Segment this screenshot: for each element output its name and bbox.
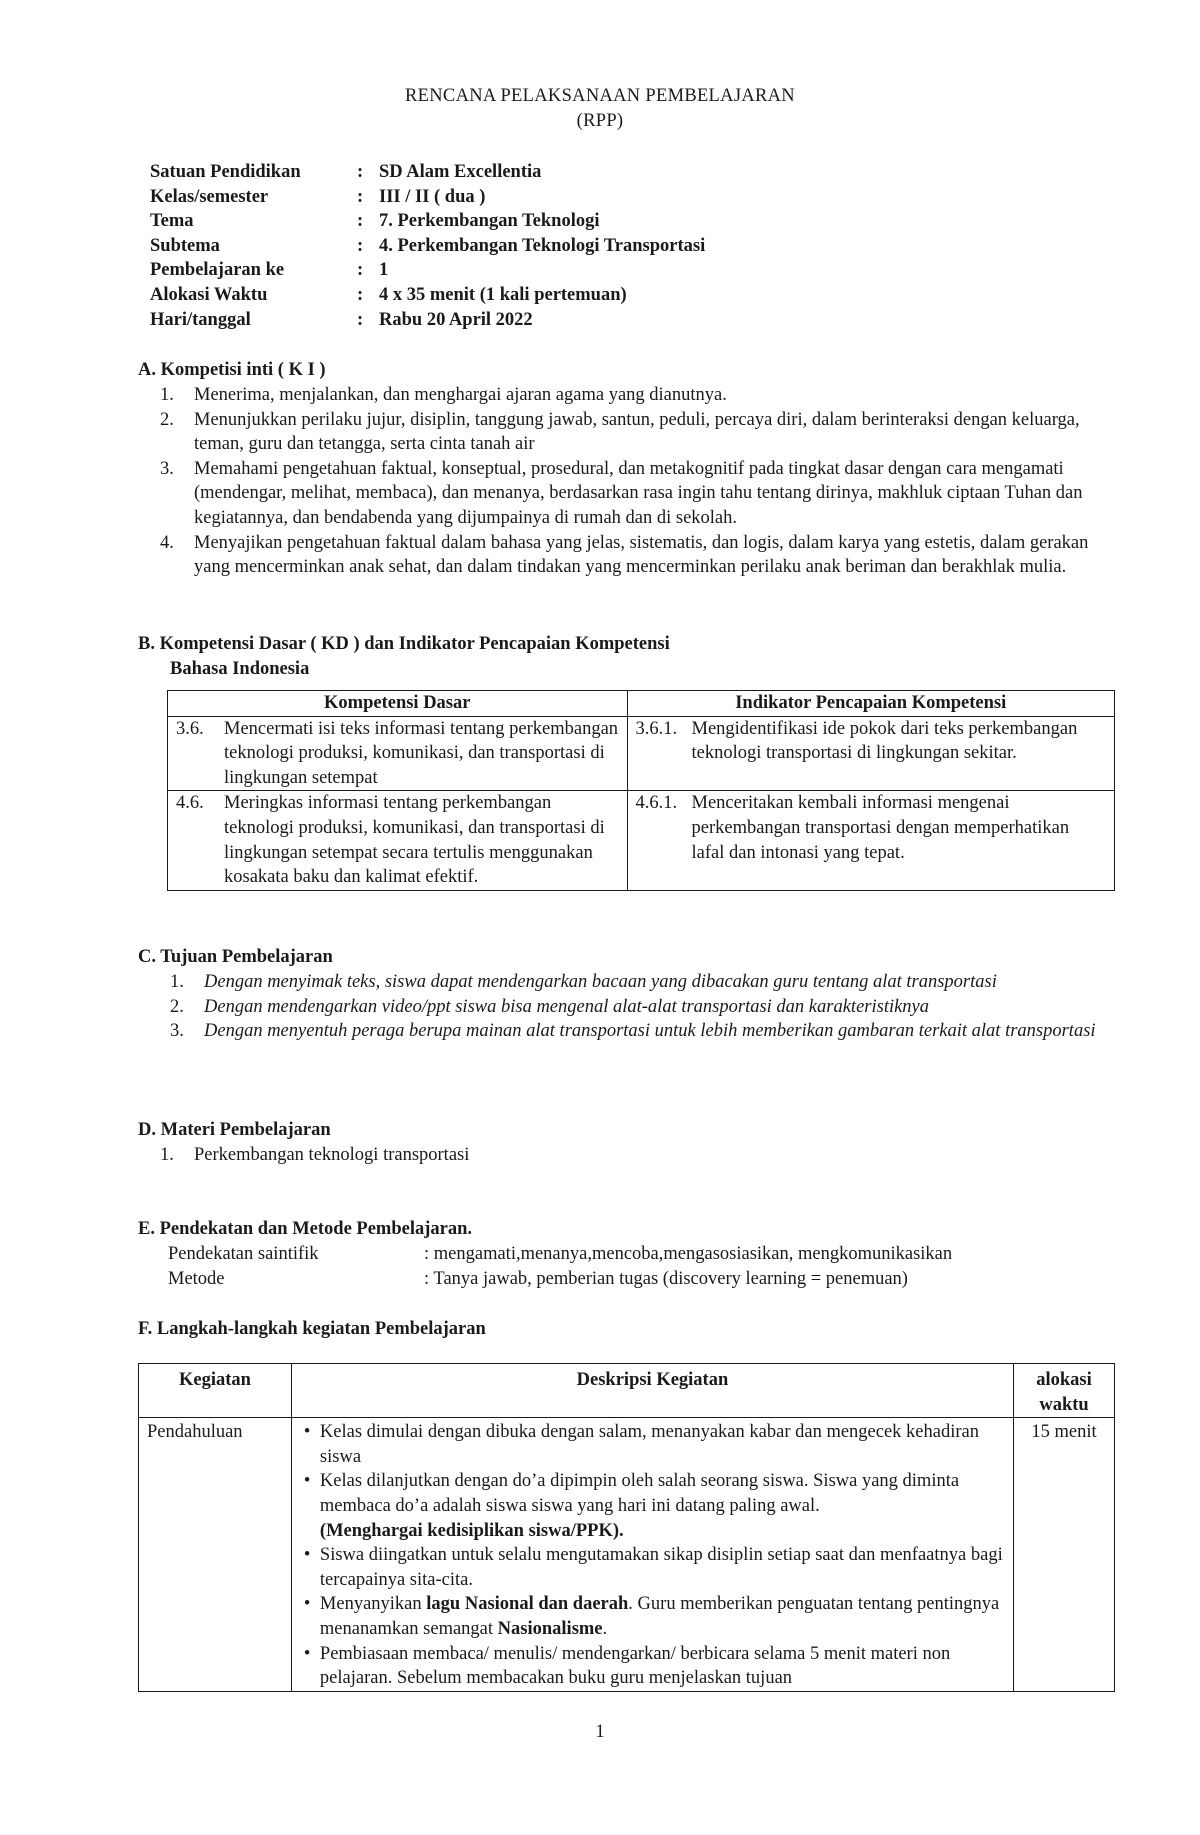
objective-item <box>170 995 1120 1020</box>
ki-item-number: 2. <box>160 409 174 430</box>
bullet-text: . <box>602 1618 608 1639</box>
identity-label: Pembelajaran ke <box>150 260 285 281</box>
ki-item-text: Menyajikan pengetahuan faktual dalam bahasa yang jelas, sistematis, dan logis, dalam karya yang estetis, dalam gerakan yang mencerminkan anak sehat, dan dalam tindakan yang mencerminkan perilaku anak beriman dan berakhlak mulia. <box>194 532 1089 578</box>
identity-label: Subtema <box>150 235 220 256</box>
identity-colon: : <box>357 162 364 182</box>
ipk-cell <box>627 791 1115 890</box>
objective-item-number: 1. <box>170 972 184 992</box>
bullet-text: Siswa diingatkan untuk selalu mengutamakan sikap disiplin setiap saat dan menfaatnya bagi tercapainya sita-cita. <box>319 1545 1003 1590</box>
identity-label: Tema <box>150 211 194 232</box>
kd-header: Kompetensi Dasar <box>168 691 628 717</box>
bullet-icon: • <box>303 1471 311 1492</box>
identity-row <box>150 185 705 210</box>
bullet-icon: • <box>303 1594 311 1615</box>
activity-bullet <box>302 1592 1005 1641</box>
kd-entry <box>176 791 619 889</box>
material-item <box>160 1143 1120 1168</box>
activity-table <box>138 1363 1115 1692</box>
doc-subtitle: (RPP) <box>576 111 624 131</box>
identity-table <box>150 160 705 332</box>
identity-value: SD Alam Excellentia <box>379 162 542 182</box>
method-value: : Tanya jawab, pemberian tugas (discovery learning = penemuan) <box>424 1269 908 1289</box>
doc-title: RENCANA PELAKSANAAN PEMBELAJARAN <box>405 86 795 106</box>
ipk-text: Mengidentifikasi ide pokok dari teks perkembangan teknologi transportasi di lingkungan sekitar. <box>691 718 1078 764</box>
ki-item-text: Menunjukkan perilaku jujur, disiplin, tanggung jawab, santun, peduli, percaya diri, dalam berinteraksi dengan keluarga, teman, guru dan tetangga, serta cinta tanah air <box>194 409 1080 455</box>
section-c-title: C. Tujuan Pembelajaran <box>138 947 333 967</box>
kd-number: 3.6. <box>176 718 204 739</box>
activity-time: 15 menit <box>1014 1418 1115 1692</box>
section-d-list <box>160 1143 1120 1168</box>
identity-value: Rabu 20 April 2022 <box>379 309 533 330</box>
material-item-number: 1. <box>160 1145 174 1165</box>
ki-item-number: 3. <box>160 458 174 479</box>
bullet-text: Kelas dimulai dengan dibuka dengan salam, menanyakan kabar dan mengecek kehadiran siswa <box>319 1422 979 1467</box>
material-item-text: Perkembangan teknologi transportasi <box>194 1145 470 1165</box>
identity-colon: : <box>357 235 364 256</box>
ipk-text: Menceritakan kembali informasi mengenai perkembangan transportasi dengan memperhatikan lafal dan intonasi yang tepat. <box>691 793 1070 863</box>
kd-table-row <box>168 791 1115 890</box>
identity-colon: : <box>357 284 364 305</box>
identity-row <box>150 258 705 283</box>
identity-value: 1 <box>379 260 389 281</box>
objective-item-text: Dengan menyimak teks, siswa dapat mendengarkan bacaan yang dibacakan guru tentang alat transportasi <box>204 972 997 992</box>
section-a-list <box>160 383 1120 580</box>
kd-text: Mencermati isi teks informasi tentang perkembangan teknologi produksi, komunikasi, dan transportasi di lingkungan setempat <box>224 718 619 788</box>
identity-value: 4 x 35 menit (1 kali pertemuan) <box>379 284 627 305</box>
section-b-subject: Bahasa Indonesia <box>170 659 310 679</box>
bullet-emphasis: (Menghargai kedisiplikan siswa/PPK). <box>319 1520 624 1541</box>
activity-bullet <box>302 1469 1005 1543</box>
objective-item-text: Dengan mendengarkan video/ppt siswa bisa mengenal alat-alat transportasi dan karakteristiknya <box>204 996 930 1017</box>
objective-item <box>170 970 1120 995</box>
ipk-cell <box>627 716 1115 791</box>
section-a-title: A. Kompetisi inti ( K I ) <box>138 360 326 380</box>
ipk-header: Indikator Pencapaian Kompetensi <box>627 691 1115 717</box>
bullet-text: Pembiasaan membaca/ menulis/ mendengarkan/ berbicara selama 5 menit materi non pelajaran. Sebelum membacakan buku guru menjelaskan tujuan <box>319 1643 951 1689</box>
objective-item-number: 2. <box>170 996 184 1017</box>
activity-bullet <box>302 1543 1005 1592</box>
identity-value: III / II ( dua ) <box>379 186 486 207</box>
section-f-title: F. Langkah-langkah kegiatan Pembelajaran <box>138 1319 486 1339</box>
approach-row <box>168 1242 952 1267</box>
ki-item-number: 4. <box>160 532 174 553</box>
ki-item-number: 1. <box>160 385 174 405</box>
ki-item <box>160 457 1120 531</box>
ki-item <box>160 531 1120 580</box>
identity-label: Satuan Pendidikan <box>150 162 301 182</box>
ki-item <box>160 408 1120 457</box>
ki-item-text: Menerima, menjalankan, dan menghargai ajaran agama yang dianutnya. <box>194 385 727 405</box>
kd-number: 4.6. <box>176 793 204 814</box>
bullet-icon: • <box>303 1545 311 1566</box>
identity-colon: : <box>357 211 364 232</box>
identity-colon: : <box>357 186 364 207</box>
method-row <box>168 1267 908 1292</box>
activity-header: Kegiatan <box>139 1364 292 1418</box>
ipk-number: 4.6.1. <box>635 793 678 814</box>
identity-label: Hari/tanggal <box>150 309 251 330</box>
objective-item <box>170 1019 1120 1044</box>
bullet-icon: • <box>303 1643 311 1664</box>
section-b-title: B. Kompetensi Dasar ( KD ) dan Indikator Pencapaian Kompetensi <box>138 634 670 654</box>
bullet-text: Menyanyikan <box>319 1594 427 1615</box>
activity-table-header <box>139 1364 1115 1418</box>
ipk-entry <box>636 791 1107 865</box>
section-c-list <box>170 970 1120 1044</box>
activity-bullet <box>302 1420 1005 1469</box>
activity-bullets <box>302 1420 1005 1691</box>
kd-cell <box>168 716 628 791</box>
approach-value: : mengamati,menanya,mencoba,mengasosiasikan, mengkomunikasikan <box>424 1244 953 1264</box>
identity-row <box>150 283 705 308</box>
objective-item-number: 3. <box>170 1021 184 1042</box>
bullet-text: . Guru memberikan penguatan tentang pentingnya menanamkan semangat <box>319 1594 1000 1639</box>
identity-colon: : <box>357 309 364 330</box>
bullet-icon: • <box>303 1422 311 1443</box>
activity-bullet <box>302 1642 1005 1691</box>
identity-row <box>150 209 705 234</box>
activity-description <box>291 1418 1013 1692</box>
section-e-title: E. Pendekatan dan Metode Pembelajaran. <box>138 1219 473 1239</box>
kd-entry <box>176 717 619 791</box>
method-label: Metode <box>168 1269 225 1289</box>
objective-item-text: Dengan menyentuh peraga berupa mainan alat transportasi untuk lebih memberikan gambaran terkait alat transportasi <box>204 1021 1096 1042</box>
ipk-number: 3.6.1. <box>635 718 678 739</box>
page-number: 1 <box>595 1722 605 1742</box>
description-header: Deskripsi Kegiatan <box>291 1364 1013 1418</box>
bullet-emphasis: Nasionalisme <box>497 1618 603 1639</box>
identity-colon: : <box>357 260 364 281</box>
identity-value: 4. Perkembangan Teknologi Transportasi <box>379 235 706 256</box>
time-header: alokasi waktu <box>1014 1364 1115 1418</box>
ipk-entry <box>636 717 1107 766</box>
section-d-title: D. Materi Pembelajaran <box>138 1120 331 1140</box>
identity-label: Alokasi Waktu <box>150 284 268 305</box>
ki-item-text: Memahami pengetahuan faktual, konseptual, prosedural, dan metakognitif pada tingkat dasar dengan cara mengamati (mendengar, melihat, membaca), dan menanya, berdasarkan rasa ingin tahu tentang dirinya, makhluk ciptaan Tuhan dan kegiatannya, dan bendabenda yang dijumpainya di rumah dan di sekolah. <box>194 458 1083 528</box>
kd-text: Meringkas informasi tentang perkembangan teknologi produksi, komunikasi, dan transportasi di lingkungan setempat secara tertulis menggunakan kosakata baku dan kalimat efektif. <box>224 793 605 888</box>
activity-name: Pendahuluan <box>139 1418 292 1692</box>
bullet-emphasis: lagu Nasional dan daerah <box>426 1594 629 1615</box>
kd-cell <box>168 791 628 890</box>
activity-row <box>139 1418 1115 1692</box>
approach-label: Pendekatan saintifik <box>168 1244 319 1264</box>
kd-table-row <box>168 716 1115 791</box>
identity-value: 7. Perkembangan Teknologi <box>379 211 600 232</box>
identity-row <box>150 234 705 259</box>
bullet-text: Kelas dilanjutkan dengan do’a dipimpin oleh salah seorang siswa. Siswa yang diminta membaca do’a adalah siswa siswa yang hari ini datang paling awal. <box>319 1471 960 1516</box>
ki-item <box>160 383 1120 408</box>
identity-label: Kelas/semester <box>150 186 269 207</box>
identity-row <box>150 160 705 185</box>
kd-table <box>167 690 1115 891</box>
identity-row <box>150 308 705 333</box>
kd-table-header <box>168 691 1115 717</box>
